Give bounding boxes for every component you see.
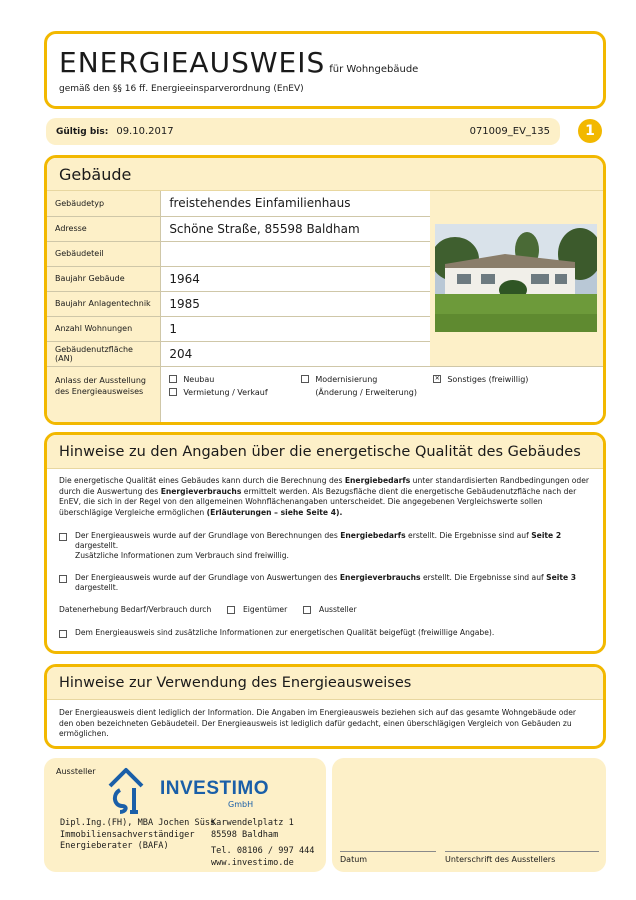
table-row — [47, 191, 603, 216]
text-run: dargestellt. — [75, 541, 119, 550]
row-value: 1964 — [161, 266, 430, 291]
issuer-label: Aussteller — [56, 767, 96, 776]
building-section-title: Gebäude — [59, 164, 132, 184]
issuer-logo-sub: GmbH — [228, 800, 254, 809]
option-label: Vermietung / Verkauf — [183, 387, 268, 397]
option-modernisierung[interactable] — [301, 375, 377, 384]
option-demand-based[interactable] — [59, 531, 591, 561]
signature-label: Unterschrift des Ausstellers — [445, 855, 556, 864]
text-run: Energiebedarfs — [344, 476, 411, 485]
usage-hints-text: Der Energieausweis dient lediglich der Information. Die Angaben im Energieausweis beziehen sich auf das gesamte Wohngebäude oder den oben bezeichneten Gebäudeteil. Der Energieausweis ist lediglich dafür gedacht, einen überschlägigen Vergleich von Gebäuden zu ermöglichen. — [59, 708, 576, 738]
occasion-label-line: des Energieausweises — [55, 386, 144, 396]
option-additional-info[interactable] — [59, 628, 591, 638]
usage-hints-title: Hinweise zur Verwendung des Energieausweises — [59, 675, 412, 691]
option-label: Modernisierung — [315, 374, 378, 384]
quality-hints-section — [44, 432, 606, 654]
validity-bar — [46, 118, 560, 145]
row-value — [161, 241, 430, 266]
text-run: Seite 2 — [531, 531, 562, 540]
checkbox-icon[interactable] — [169, 388, 177, 396]
issuer-name: Dipl.Ing.(FH), MBA Jochen Süss — [60, 818, 216, 828]
quality-hints-header — [47, 435, 603, 469]
date-line — [340, 851, 436, 852]
option-consumption-based[interactable] — [59, 573, 591, 593]
occasion-options — [161, 366, 603, 422]
row-value: Schöne Straße, 85598 Baldham — [161, 216, 430, 241]
text-run: Der Energieausweis wurde auf der Grundlage von Auswertungen des — [75, 573, 340, 582]
text-run: Der Energieausweis wurde auf der Grundlage von Berechnungen des — [75, 531, 341, 540]
text-run: dargestellt. — [75, 583, 119, 592]
row-label: Baujahr Anlagentechnik — [47, 291, 161, 316]
option-modernisierung-sub — [315, 388, 417, 397]
issuer-title: Immobiliensachverständiger — [60, 829, 195, 840]
occasion-label — [47, 366, 161, 422]
option-label: Neubau — [183, 374, 215, 384]
issuer-logo-name: INVESTIMO — [160, 778, 270, 799]
issuer-website[interactable]: www.investimo.de — [211, 857, 294, 868]
document-title: ENERGIEAUSWEIS — [59, 46, 326, 79]
investimo-logo-icon — [106, 766, 152, 816]
text-run: unter standardisierten Randbedingungen oder durch die Auswertung des — [59, 476, 590, 496]
text-run: Energieverbrauchs — [160, 486, 242, 496]
occasion-label-line: Anlass der Ausstellung — [55, 375, 146, 385]
photo-cell — [430, 191, 603, 366]
text-run: ermittelt werden. Als Bezugsfläche dient die energetische Gebäudenutzfläche nach der EnEV, die sich in der Regel von den allgemeinen Wohnflächenangaben unterscheidet. Die angegebenen Vergleichswerte sollen überschlägige Vergleiche ermöglichen — [59, 486, 577, 517]
issuer-phone: Tel. 08106 / 997 444 — [211, 846, 315, 856]
option-additional-label: Dem Energieausweis sind zusätzliche Informationen zur energetischen Qualität beigefügt (freiwillige Angabe). — [75, 628, 495, 637]
date-label: Datum — [340, 855, 368, 864]
row-value: 1 — [161, 316, 430, 341]
option-sonstiges[interactable] — [433, 375, 528, 384]
checkbox-icon[interactable] — [59, 630, 67, 638]
row-label: Adresse — [47, 216, 161, 241]
valid-until-label: Gültig bis: — [56, 126, 109, 137]
option-vermietung[interactable] — [169, 388, 267, 397]
checkbox-icon[interactable] — [227, 606, 235, 614]
option-owner[interactable] — [227, 605, 287, 615]
building-table — [47, 191, 603, 422]
row-value: 1985 — [161, 291, 430, 316]
option-demand-note: Zusätzliche Informationen zum Verbrauch sind freiwillig. — [75, 551, 289, 560]
usage-hints-header — [47, 667, 603, 700]
signature-box — [332, 758, 606, 872]
option-issuer[interactable] — [303, 605, 357, 615]
issuer-name-block — [60, 818, 215, 853]
text-run: Energieverbrauchs — [339, 573, 421, 582]
valid-until-date: 09.10.2017 — [116, 126, 174, 137]
usage-hints-section — [44, 664, 606, 749]
occasion-row — [47, 366, 603, 422]
checkbox-icon[interactable] — [59, 575, 67, 583]
text-run: Energiebedarfs — [340, 531, 406, 540]
row-label: Gebäudetyp — [47, 191, 161, 216]
text-run: (Erläuterungen – siehe Seite 4). — [206, 507, 343, 517]
header-box — [44, 31, 606, 109]
row-value: freistehendes Einfamilienhaus — [161, 191, 430, 216]
text-run: Die energetische Qualität eines Gebäudes kann durch die Berechnung des — [59, 476, 345, 485]
building-section — [44, 155, 606, 425]
issuer-box — [44, 758, 326, 872]
building-section-header — [47, 158, 603, 191]
option-label: Eigentümer — [243, 605, 288, 614]
text-run: erstellt. Die Ergebnisse sind auf — [405, 531, 532, 540]
row-label: Baujahr Gebäude — [47, 266, 161, 291]
checked-checkbox-icon[interactable]: ✕ — [434, 375, 440, 382]
text-run: Seite 3 — [546, 573, 577, 582]
row-label: Gebäudenutzfläche (AN) — [47, 341, 161, 366]
issuer-qualification: Energieberater (BAFA) — [60, 841, 169, 851]
option-label: Sonstiges (freiwillig) — [447, 374, 529, 384]
row-label: Anzahl Wohnungen — [47, 316, 161, 341]
registration-number: 071009_EV_135 — [469, 126, 550, 137]
issuer-address-block — [211, 818, 314, 869]
document-subtitle: für Wohngebäude — [329, 64, 419, 75]
checkbox-icon[interactable] — [59, 533, 67, 541]
option-neubau[interactable] — [169, 375, 214, 384]
signature-line[interactable] — [445, 851, 599, 852]
house-photo-icon — [435, 224, 597, 332]
legal-reference: gemäß den §§ 16 ff. Energieeinsparverordnung (EnEV) — [59, 84, 304, 94]
checkbox-icon[interactable] — [303, 606, 311, 614]
quality-hints-title: Hinweise zu den Angaben über die energetische Qualität des Gebäudes — [59, 443, 581, 460]
row-label: Gebäudeteil — [47, 241, 161, 266]
data-collection-label: Datenerhebung Bedarf/Verbrauch durch — [59, 605, 212, 614]
text-run: erstellt. Die Ergebnisse sind auf — [420, 573, 547, 582]
issuer-city: 85598 Baldham — [211, 829, 279, 840]
row-value: 204 — [161, 341, 430, 366]
page-number-badge: 1 — [578, 119, 602, 143]
option-label: (Änderung / Erweiterung) — [315, 387, 417, 397]
issuer-street: Karwendelplatz 1 — [211, 818, 294, 828]
option-label: Aussteller — [319, 605, 357, 614]
data-collection-row — [59, 605, 591, 617]
checkbox-icon[interactable] — [169, 375, 177, 383]
quality-intro-paragraph — [59, 476, 591, 518]
checkbox-icon[interactable] — [301, 375, 309, 383]
